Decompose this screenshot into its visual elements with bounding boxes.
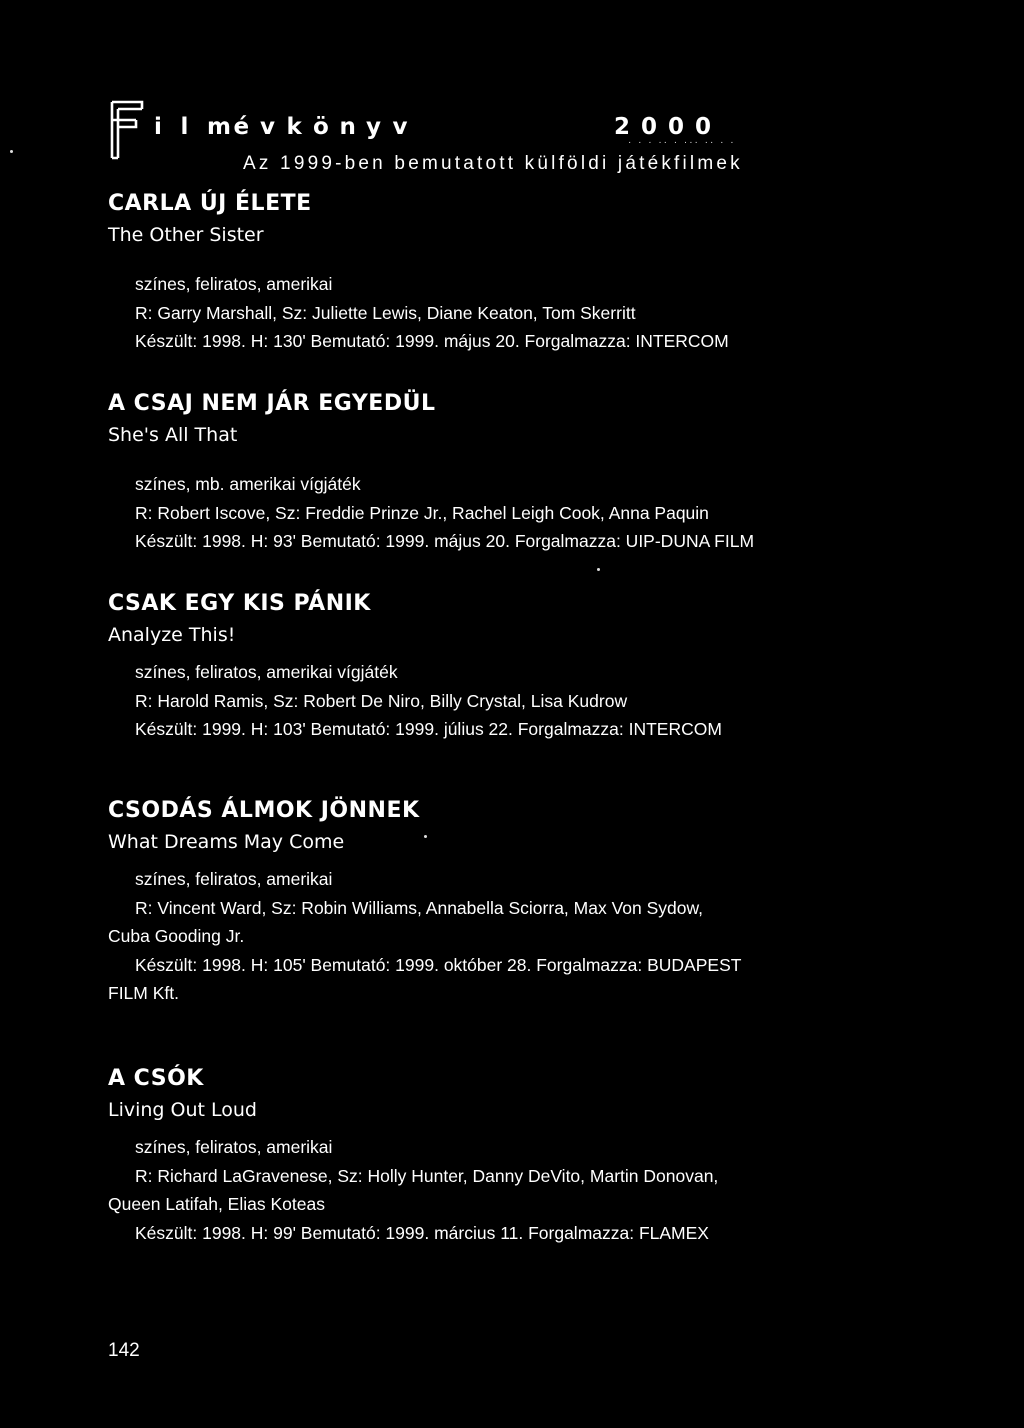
film-info: Készült: 1998. H: 105' Bemutató: 1999. október 28. Forgalmazza: BUDAPEST [135,954,742,975]
film-entry [108,190,988,356]
brand-letter: ö [313,114,329,140]
film-info: Készült: 1998. H: 93' Bemutató: 1999. május 20. Forgalmazza: UIP-DUNA FILM [135,531,755,551]
film-credits-continued: Queen Latifah, Elias Koteas [108,1194,325,1214]
film-genre: színes, feliratos, amerikai vígjáték [135,662,398,682]
header-dots: · · · ·· · ··· ·· · · [628,137,736,148]
original-title: She's All That [108,424,238,446]
brand-letter: l [180,114,189,140]
original-title: Analyze This! [108,624,236,646]
original-title: What Dreams May Come [108,831,345,853]
brand-letter: é [233,114,250,140]
film-title: CARLA ÚJ ÉLETE [108,191,312,216]
page-header [108,100,988,180]
scan-speck [597,568,600,571]
film-info-continued: FILM Kft. [108,983,179,1003]
brand-letter: i [154,114,162,140]
filmevkonyv-logo-icon [108,100,144,162]
film-entry [108,1065,988,1247]
film-title: CSAK EGY KIS PÁNIK [108,591,371,616]
brand-letter: k [286,114,302,140]
year-digit: 2 [614,114,631,140]
film-credits: R: Vincent Ward, Sz: Robin Williams, Annabella Sciorra, Max Von Sydow, [135,897,704,918]
film-entry [108,590,988,744]
brand-letter: n [339,114,356,140]
brand-title [154,114,712,140]
brand-letter: m [207,114,231,140]
film-info: Készült: 1999. H: 103' Bemutató: 1999. július 22. Forgalmazza: INTERCOM [135,719,722,739]
year-digit: 0 [695,114,712,140]
film-entry [108,797,988,1008]
scan-speck [10,150,13,153]
film-genre: színes, feliratos, amerikai [135,1137,333,1157]
film-credits: R: Garry Marshall, Sz: Juliette Lewis, Diane Keaton, Tom Skerritt [135,302,636,323]
original-title: The Other Sister [108,224,264,246]
film-credits: R: Richard LaGravenese, Sz: Holly Hunter, Danny DeVito, Martin Donovan, [135,1165,719,1186]
brand-letter: y [366,114,381,140]
film-credits: R: Harold Ramis, Sz: Robert De Niro, Billy Crystal, Lisa Kudrow [135,690,628,711]
film-genre: színes, feliratos, amerikai [135,869,333,889]
film-credits-continued: Cuba Gooding Jr. [108,926,245,946]
film-info: Készült: 1998. H: 130' Bemutató: 1999. május 20. Forgalmazza: INTERCOM [135,331,729,351]
brand-letter: v [260,114,275,140]
film-title: CSODÁS ÁLMOK JÖNNEK [108,798,420,823]
film-credits: R: Robert Iscove, Sz: Freddie Prinze Jr., Rachel Leigh Cook, Anna Paquin [135,502,709,523]
film-info: Készült: 1998. H: 99' Bemutató: 1999. március 11. Forgalmazza: FLAMEX [135,1222,709,1243]
scan-speck [424,835,427,838]
header-subtitle: Az 1999-ben bemutatott külföldi játékfilmek [243,153,743,174]
page-number: 142 [108,1340,140,1361]
film-title: A CSÓK [108,1066,204,1091]
film-genre: színes, feliratos, amerikai [135,274,333,294]
film-genre: színes, mb. amerikai vígjáték [135,474,361,494]
film-entry [108,390,988,556]
year-digit: 0 [668,114,685,140]
film-title: A CSAJ NEM JÁR EGYEDÜL [108,391,436,416]
brand-letter: v [392,114,408,140]
brand-letters [154,114,419,140]
year-digit: 0 [641,114,658,140]
original-title: Living Out Loud [108,1099,257,1121]
